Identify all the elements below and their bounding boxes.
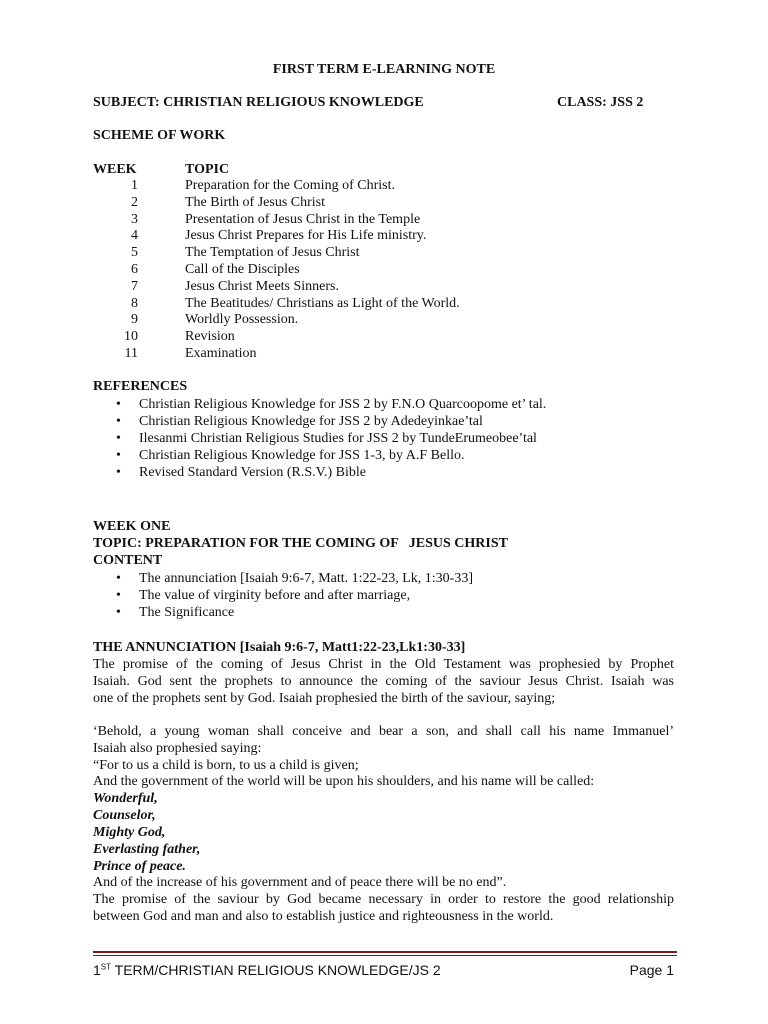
topic-column-header: TOPIC (185, 162, 230, 177)
references-list (93, 396, 546, 481)
page-number: Page 1 (629, 962, 674, 978)
list-item: • The Significance (93, 604, 473, 621)
list-item: • Christian Religious Knowledge for JSS 2 by F.N.O Quarcoopome et’ tal. (93, 396, 546, 413)
messiah-name: Everlasting father, (93, 842, 201, 857)
government-line: And the government of the world will be upon his shoulders, and his name will be called: (93, 774, 595, 789)
week-number: 11 (124, 345, 138, 361)
list-item: • Revised Standard Version (R.S.V.) Bible (93, 464, 546, 481)
week-topic: Jesus Christ Meets Sinners. (185, 278, 339, 294)
week-topic: Examination (185, 345, 257, 361)
week-topic: The Beatitudes/ Christians as Light of the World. (185, 295, 460, 311)
week-topic: Call of the Disciples (185, 261, 300, 277)
week-number: 1 (131, 178, 138, 193)
list-item: • Christian Religious Knowledge for JSS 1-3, by A.F Bello. (93, 447, 546, 464)
footer-rule (93, 955, 677, 956)
week-one-heading: WEEK ONE (93, 519, 171, 534)
class-line: CLASS: JSS 2 (557, 95, 644, 110)
footer-rule (93, 951, 677, 953)
week-number: 5 (131, 245, 138, 261)
paragraph-line: The promise of the coming of Jesus Christ in the Old Testament was prophesied by Prophet (93, 657, 674, 672)
week-topic: The Temptation of Jesus Christ (185, 245, 360, 261)
term-rest: TERM/CHRISTIAN RELIGIOUS KNOWLEDGE/JS 2 (111, 962, 441, 978)
messiah-name: Counselor, (93, 808, 156, 823)
term-superscript: ST (100, 962, 112, 972)
paragraph-line: between God and man and also to establish justice and righteousness in the world. (93, 909, 554, 924)
messiah-name: Prince of peace. (93, 859, 186, 874)
week-number: 10 (124, 329, 138, 345)
content-list (93, 570, 473, 621)
paragraph-line: Isaiah. God sent the prophets to announce the coming of the saviour Jesus Christ. Isaiah was (93, 674, 674, 689)
week-topic: Preparation for the Coming of Christ. (185, 178, 395, 193)
immanuel-quote (93, 723, 674, 740)
week-topic: Worldly Possession. (185, 312, 299, 328)
week-number: 3 (131, 211, 138, 227)
list-item: • Christian Religious Knowledge for JSS 2 by Adedeyinkae’tal (93, 413, 546, 430)
paragraph-line: ‘Behold, a young woman shall conceive and bear a son, and shall call his name Immanuel’ (93, 724, 674, 739)
week-number: 7 (131, 278, 138, 294)
week-column-header: WEEK (93, 162, 137, 177)
week-number: 2 (131, 194, 138, 210)
week-topic: Revision (185, 329, 235, 345)
paragraph-line: one of the prophets sent by God. Isaiah prophesied the birth of the saviour, saying; (93, 691, 556, 706)
messiah-name: Wonderful, (93, 791, 158, 806)
saviour-promise-paragraph (93, 891, 674, 925)
subject-line: SUBJECT: CHRISTIAN RELIGIOUS KNOWLEDGE (93, 95, 424, 110)
messiah-name: Mighty God, (93, 825, 166, 840)
list-item: • The annunciation [Isaiah 9:6-7, Matt. 1:22-23, Lk, 1:30-33] (93, 570, 473, 587)
document-title: FIRST TERM E-LEARNING NOTE (272, 62, 496, 77)
list-item: • Ilesanmi Christian Religious Studies for JSS 2 by TundeErumeobee’tal (93, 430, 546, 447)
paragraph-line: The promise of the saviour by God became necessary in order to restore the good relationship (93, 892, 674, 907)
isaiah-also-line: Isaiah also prophesied saying: (93, 741, 262, 756)
list-item: • The value of virginity before and after marriage, (93, 587, 473, 604)
week-number: 4 (131, 228, 138, 244)
week-number: 8 (131, 295, 138, 311)
footer-term-label (93, 962, 441, 978)
increase-line: And of the increase of his government and of peace there will be no end”. (93, 875, 507, 890)
week-topic: Presentation of Jesus Christ in the Temple (185, 211, 421, 227)
content-heading: CONTENT (93, 553, 163, 568)
scheme-heading: SCHEME OF WORK (93, 128, 226, 143)
week-topic: Jesus Christ Prepares for His Life ministry. (185, 228, 427, 244)
child-born-line: “For to us a child is born, to us a child is given; (93, 758, 359, 773)
annunciation-heading: THE ANNUNCIATION [Isaiah 9:6-7, Matt1:22-23,Lk1:30-33] (93, 640, 466, 655)
term-number: 1 (93, 962, 101, 978)
week-number: 6 (131, 261, 138, 277)
references-heading: REFERENCES (93, 379, 188, 394)
week-one-topic: TOPIC: PREPARATION FOR THE COMING OF JESUS CHRIST (93, 536, 508, 551)
week-topic: The Birth of Jesus Christ (185, 194, 325, 210)
week-number: 9 (131, 312, 138, 328)
annunciation-paragraph (93, 656, 674, 707)
